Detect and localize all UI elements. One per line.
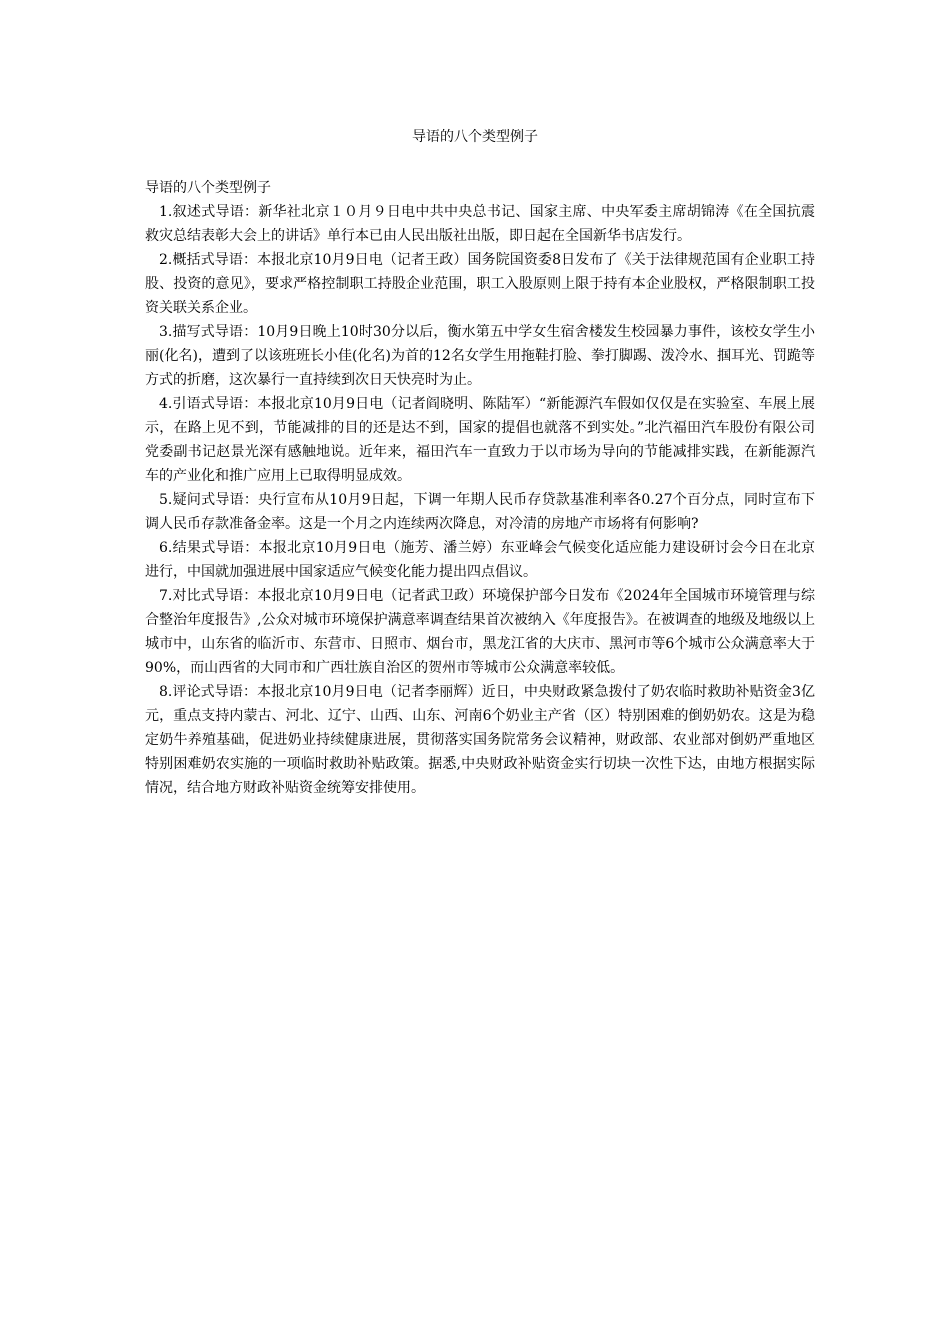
paragraph-descriptive-lead: 3.描写式导语：10月9日晚上10时30分以后，衡水第五中学女生宿舍楼发生校园暴力事件，该校女学生小丽(化名)，遭到了以该班班长小佳(化名)为首的12名女学生用拖鞋打脸、拳打脚踢、泼冷水、掴耳光、罚跪等方式的折磨，这次暴行一直持续到次日天快亮时为止。	[145, 324, 815, 388]
paragraph-quotation-lead: 4.引语式导语：本报北京10月9日电（记者阎晓明、陈陆军）“新能源汽车假如仅仅是在实验室、车展上展示，在路上见不到，节能减排的目的还是达不到，国家的提倡也就落不到实处。”北汽福田汽车股份有限公司党委副书记赵景光深有感触地说。近年来，福田汽车一直致力于以市场为导向的节能减排实践，在新能源汽车的产业化和推广应用上已取得明显成效。	[145, 396, 815, 484]
paragraph-contrast-lead: 7.对比式导语：本报北京10月9日电（记者武卫政）环境保护部今日发布《2024年全国城市环境管理与综合整治年度报告》,公众对城市环境保护满意率调查结果首次被纳入《年度报告》。在被调查的地级及地级以上城市中，山东省的临沂市、东营市、日照市、烟台市，黑龙江省的大庆市、黑河市等6个城市公众满意率大于90%，而山西省的大同市和广西壮族自治区的贺州市等城市公众满意率较低。	[145, 588, 815, 676]
document-subtitle: 导语的八个类型例子	[145, 180, 271, 196]
paragraph-summary-lead: 2.概括式导语：本报北京10月9日电（记者王政）国务院国资委8日发布了《关于法律规范国有企业职工持股、投资的意见》，要求严格控制职工持股企业范围，职工入股原则上限于持有本企业股权，严格限制职工投资关联关系企业。	[145, 252, 815, 316]
paragraph-result-lead: 6.结果式导语：本报北京10月9日电（施芳、潘兰婷）东亚峰会气候变化适应能力建设研讨会今日在北京进行，中国就加强进展中国家适应气候变化能力提出四点倡议。	[145, 540, 815, 580]
paragraph-question-lead: 5.疑问式导语：央行宣布从10月9日起，下调一年期人民币存贷款基准利率各0.27个百分点，同时宣布下调人民币存款准备金率。这是一个月之内连续两次降息，对冷清的房地产市场将有何影响?	[145, 492, 815, 532]
paragraph-narrative-lead: 1.叙述式导语：新华社北京１０月９日电中共中央总书记、国家主席、中央军委主席胡锦涛《在全国抗震救灾总结表彰大会上的讲话》单行本已由人民出版社出版，即日起在全国新华书店发行。	[145, 204, 815, 244]
document-title: 导语的八个类型例子	[412, 129, 538, 145]
document-body	[145, 176, 815, 800]
paragraph-commentary-lead: 8.评论式导语：本报北京10月9日电（记者李丽辉）近日，中央财政紧急拨付了奶农临时救助补贴资金3亿元，重点支持内蒙古、河北、辽宁、山西、山东、河南6个奶业主产省（区）特别困难的倒奶奶农。这是为稳定奶牛养殖基础，促进奶业持续健康进展，贯彻落实国务院常务会议精神，财政部、农业部对倒奶严重地区特别困难奶农实施的一项临时救助补贴政策。据悉,中央财政补贴资金实行切块一次性下达，由地方根据实际情况，结合地方财政补贴资金统筹安排使用。	[145, 684, 815, 796]
